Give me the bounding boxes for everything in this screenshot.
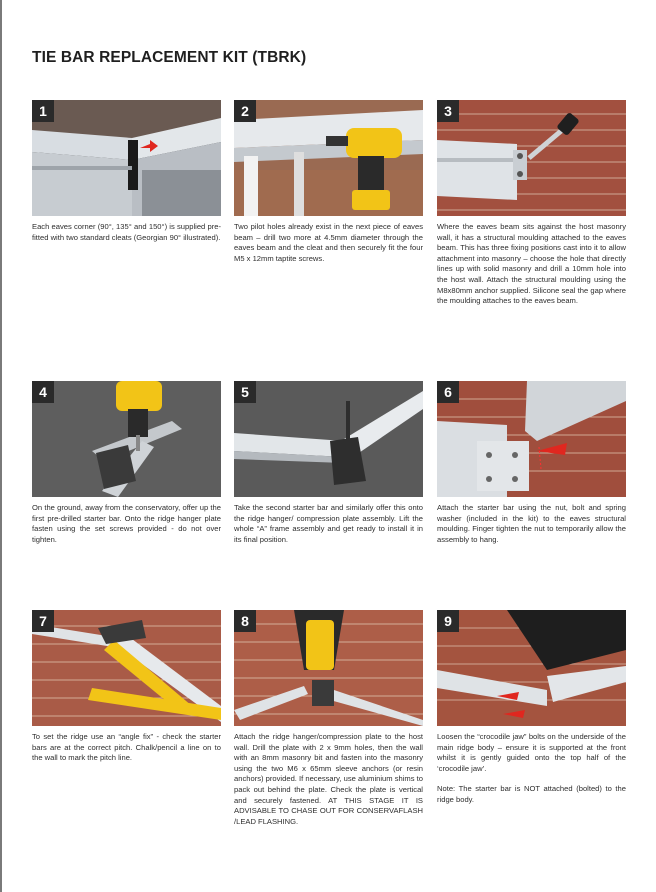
step-9-caption: Loosen the “crocodile jaw” bolts on the underside of the main ridge body – ensure it is supported at the front whilst it is gently guided onto the top half of the ‘crocodile jaw’. bbox=[437, 732, 626, 773]
step-2 bbox=[234, 100, 423, 264]
starter-bar-bolt-illustration bbox=[437, 381, 626, 497]
drill-eaves-beam-illustration bbox=[234, 100, 423, 216]
step-4-caption: On the ground, away from the conservatory, offer up the first pre-drilled starter bar. Onto the ridge hanger plate fasten using the set screws provided - do not over tighten. bbox=[32, 503, 221, 544]
page-edge bbox=[0, 0, 2, 892]
angle-fix-illustration bbox=[32, 610, 221, 726]
step-1-number: 1 bbox=[32, 100, 54, 122]
step-3-number: 3 bbox=[437, 100, 459, 122]
step-6-photo bbox=[437, 381, 626, 497]
step-9-note: Note: The starter bar is NOT attached (bolted) to the ridge body. bbox=[437, 784, 626, 804]
page-title: TIE BAR REPLACEMENT KIT (TBRK) bbox=[32, 49, 307, 66]
step-6-caption: Attach the starter bar using the nut, bolt and spring washer (included in the kit) to the eaves structural moulding. Finger tighten the nut to temporarily allow the assembly to hang. bbox=[437, 503, 626, 544]
step-7-photo bbox=[32, 610, 221, 726]
step-7 bbox=[32, 610, 221, 764]
step-5-caption: Take the second starter bar and similarly offer this onto the ridge hanger/ compression plate assembly. Lift the whole “A” frame assembly and get ready to install it in its final position. bbox=[234, 503, 423, 544]
step-4-number: 4 bbox=[32, 381, 54, 403]
step-1-photo bbox=[32, 100, 221, 216]
step-2-caption: Two pilot holes already exist in the next piece of eaves beam – drill two more at 4.5mm diameter through the eaves beam and the cleat and then securely fit the four M5 x 12mm taptite screws. bbox=[234, 222, 423, 263]
crocodile-jaw-illustration bbox=[437, 610, 626, 726]
step-4 bbox=[32, 381, 221, 545]
step-6-number: 6 bbox=[437, 381, 459, 403]
step-7-number: 7 bbox=[32, 610, 54, 632]
step-1-caption: Each eaves corner (90°, 135° and 150°) is supplied pre-fitted with two standard cleats (Georgian 90° illustrated). bbox=[32, 222, 221, 242]
step-3-caption: Where the eaves beam sits against the host masonry wall, it has a structural moulding attached to the eaves beam. This has three fixing positions cast into it to allow attachment into masonry – choose the hole that directly lines up with solid masonry and drill a 10mm hole into the host wall. Attach the structural moulding using the M8x80mm anchor supplied. Silicone seal the gap where the moulding attaches to the eaves beam. bbox=[437, 222, 626, 306]
step-9-photo bbox=[437, 610, 626, 726]
step-9-number: 9 bbox=[437, 610, 459, 632]
step-8-caption: Attach the ridge hanger/compression plate to the host wall. Drill the plate with 2 x 9mm holes, then the wall with an 8mm masonry bit and fasten into the masonry using the two M6 x 65mm sleeve anchors (or resin anchors) provided. If necessary, use aluminium shims to pack out behind the plate. Check the plate is vertical and securely fastened. AT THIS STAGE IT IS ADVISABLE TO CHASE OUT FOR CONSERVAFLASH /LEAD FLASHING. bbox=[234, 732, 423, 826]
a-frame-assembly-illustration bbox=[234, 381, 423, 497]
step-2-number: 2 bbox=[234, 100, 256, 122]
step-5 bbox=[234, 381, 423, 545]
step-5-number: 5 bbox=[234, 381, 256, 403]
step-7-caption: To set the ridge use an “angle fix” - check the starter bars are at the correct pitch. Chalk/pencil a line on to the wall to mark the pitch line. bbox=[32, 732, 221, 763]
step-8-photo bbox=[234, 610, 423, 726]
step-9 bbox=[437, 610, 626, 806]
step-3-photo bbox=[437, 100, 626, 216]
step-8 bbox=[234, 610, 423, 827]
ridge-hanger-drill-illustration bbox=[234, 610, 423, 726]
structural-moulding-illustration bbox=[437, 100, 626, 216]
step-3 bbox=[437, 100, 626, 307]
step-5-photo bbox=[234, 381, 423, 497]
eaves-corner-illustration bbox=[32, 100, 221, 216]
starter-bar-ground-illustration bbox=[32, 381, 221, 497]
step-2-photo bbox=[234, 100, 423, 216]
step-4-photo bbox=[32, 381, 221, 497]
step-8-number: 8 bbox=[234, 610, 256, 632]
step-6 bbox=[437, 381, 626, 545]
step-1 bbox=[32, 100, 221, 243]
